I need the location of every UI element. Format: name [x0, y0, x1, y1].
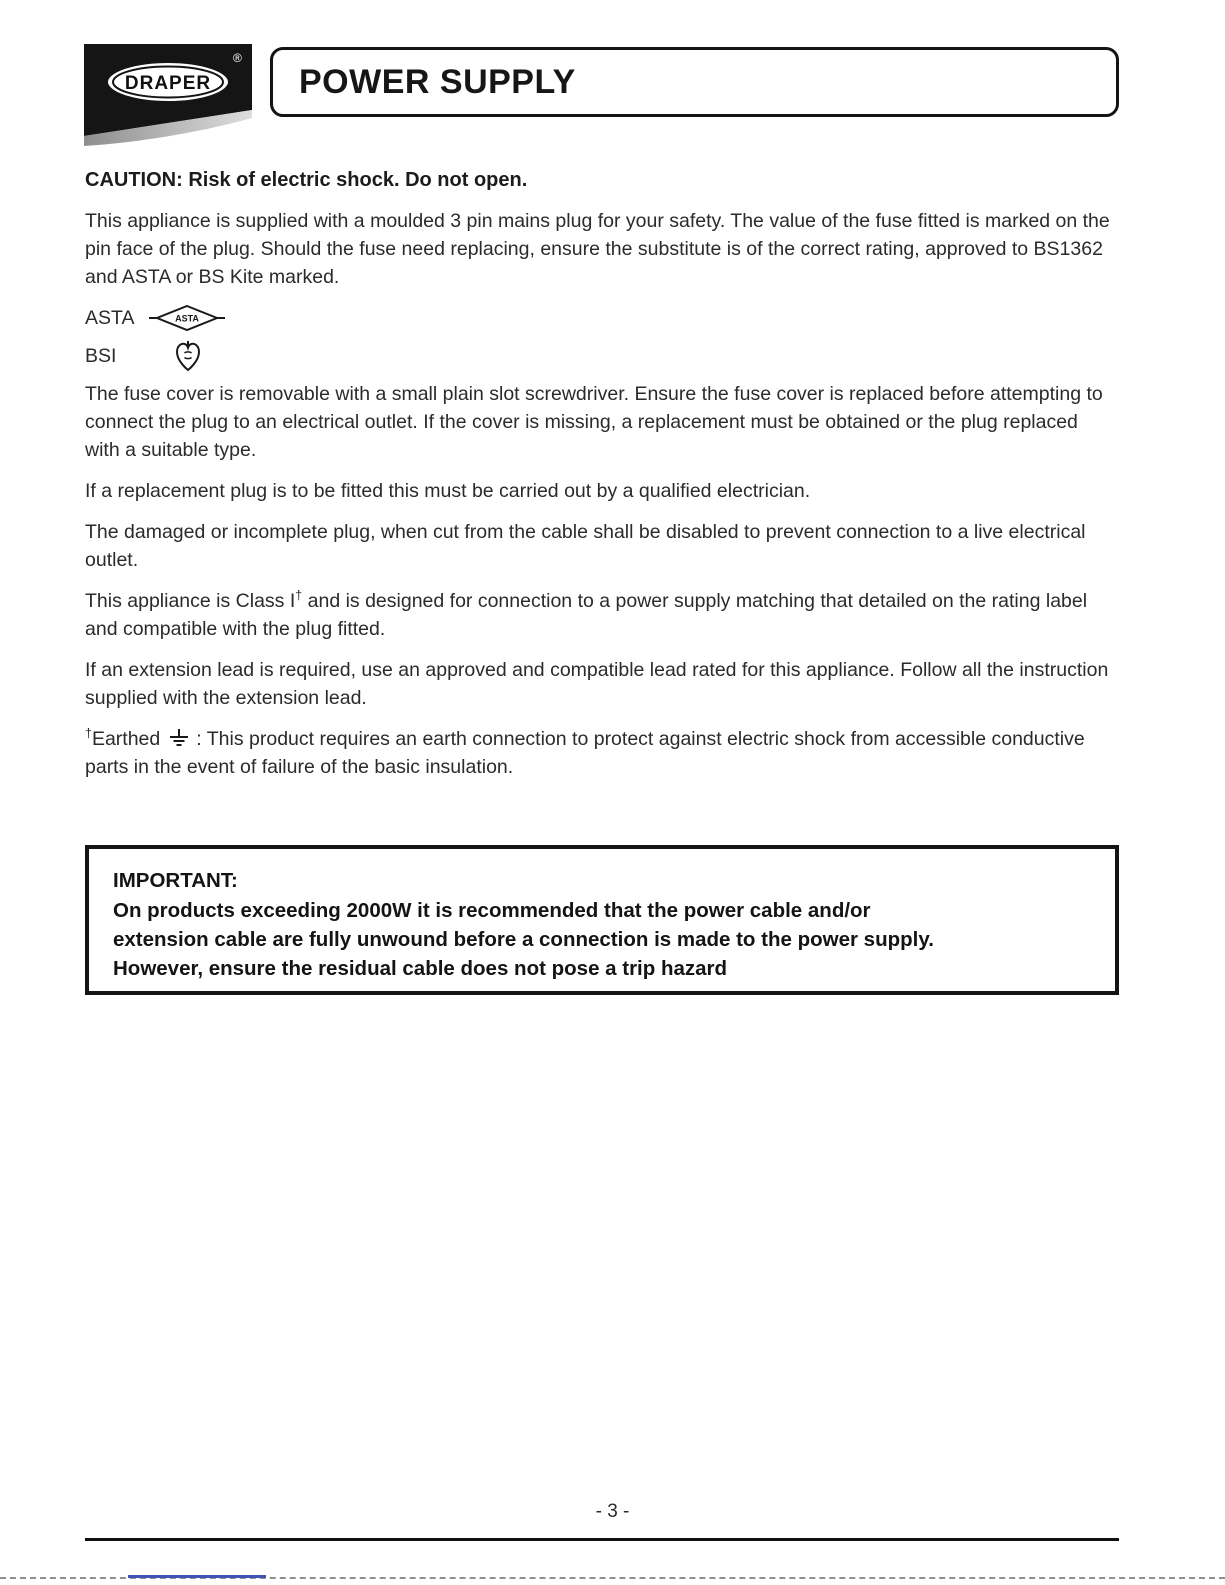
class-one-pre: This appliance is Class I: [85, 590, 296, 612]
paragraph-earthed: [85, 725, 1113, 781]
paragraph-plug: This appliance is supplied with a moulded 3 pin mains plug for your safety. The value of the fuse fitted is marked on the pin face of the plug. Should the fuse need replacing, ensure the substitute is of the correct rating, approved to BS1362 and ASTA or BS Kite marked.: [85, 210, 1110, 288]
paragraph-damaged-plug: The damaged or incomplete plug, when cut from the cable shall be disabled to prevent connection to a live electrical outlet.: [85, 521, 1086, 571]
draper-logo: [84, 44, 262, 156]
paragraph-extension-lead: If an extension lead is required, use an approved and compatible lead rated for this appliance. Follow all the instruction supplied with the extension lead.: [85, 659, 1109, 709]
asta-mark-icon: [149, 304, 225, 332]
class-one-dagger: †: [295, 588, 303, 603]
important-line: extension cable are fully unwound before a connection is made to the power supply.: [113, 928, 934, 951]
asta-mark-text: ASTA: [175, 313, 199, 324]
bsi-row: [85, 340, 1113, 372]
brand-text: DRAPER: [124, 73, 212, 94]
bsi-kitemark-icon: [175, 340, 201, 372]
paragraph-replacement-plug: If a replacement plug is to be fitted this must be carried out by a qualified electrician.: [85, 480, 811, 502]
bsi-label: BSI: [85, 345, 117, 367]
important-heading: IMPORTANT:: [113, 869, 238, 892]
earth-icon: [168, 727, 190, 749]
blue-edge-mark: [128, 1575, 266, 1578]
footer-rule: [85, 1538, 1119, 1541]
asta-label: ASTA: [85, 307, 135, 329]
page-title: POWER SUPPLY: [299, 62, 576, 101]
caution-heading: CAUTION: Risk of electric shock. Do not open.: [85, 169, 528, 191]
important-box: [85, 845, 1119, 995]
registered-trademark: ®: [233, 51, 242, 65]
asta-row: [85, 304, 1113, 332]
page-number: - 3 -: [595, 1501, 630, 1522]
earthed-dagger: †: [85, 726, 92, 741]
class-one-post: and is designed for connection to a power supply matching that detailed on the rating label and compatible with the plug fitted.: [85, 590, 1088, 640]
paragraph-class-one: [85, 587, 1113, 643]
important-line: On products exceeding 2000W it is recommended that the power cable and/or: [113, 899, 871, 922]
earthed-word: Earthed: [91, 728, 161, 750]
content: [85, 166, 1113, 794]
important-line: However, ensure the residual cable does not pose a trip hazard: [113, 957, 728, 980]
power-supply-title-box: [270, 47, 1119, 117]
paragraph-fuse-cover: The fuse cover is removable with a small plain slot screwdriver. Ensure the fuse cover is replaced before attempting to connect the plug to an electrical outlet. If the cover is missing, a replacement must be obtained or the plug replaced with a suitable type.: [85, 383, 1103, 461]
draper-logo-graphic: [84, 44, 262, 156]
earthed-rest: : This product requires an earth connection to protect against electric shock from accessible conductive parts in the event of failure of the basic insulation.: [85, 728, 1085, 778]
